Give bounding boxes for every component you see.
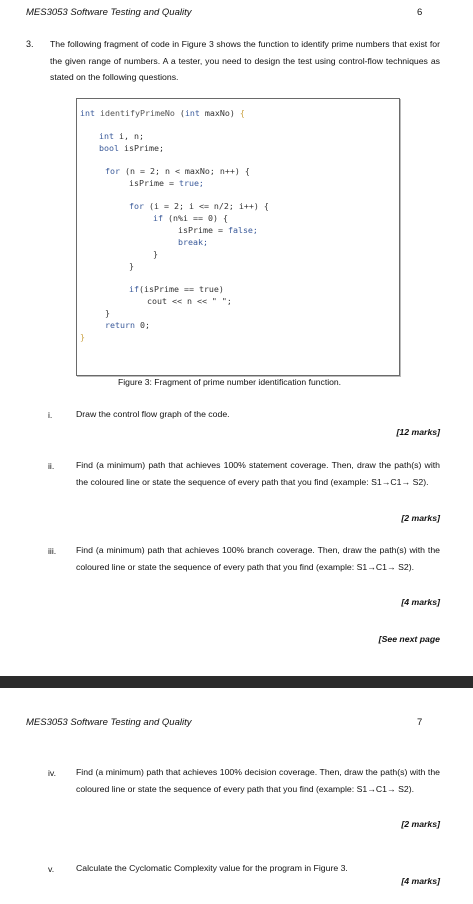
code-line-set-false: isPrime = false; [178, 225, 258, 235]
subquestion-number: v. [48, 864, 55, 874]
code-line-decl-bool: bool isPrime; [99, 143, 164, 153]
subquestion-text: Find (a minimum) path that achieves 100% decision coverage. Then, draw the path(s) with the coloured line or state the sequence of every path that you find (example: S1→C1→ S2). [76, 767, 440, 794]
page-header: MES3053 Software Testing and Quality [26, 717, 192, 728]
code-figure [76, 98, 400, 376]
marks-label: [12 marks] [396, 427, 440, 437]
subquestion-number: i. [48, 410, 53, 420]
code-line-break: break; [178, 237, 208, 247]
code-line-outer-for: for (n = 2; n < maxNo; n++) { [105, 166, 250, 176]
marks-label: [4 marks] [401, 876, 440, 886]
code-line-inner-for: for (i = 2; i <= n/2; i++) { [129, 201, 269, 211]
page-separator [0, 676, 473, 688]
code-line-close-if: } [153, 249, 158, 259]
code-line-close-inner-for: } [129, 261, 134, 271]
figure-caption: Figure 3: Fragment of prime number identification function. [118, 377, 342, 387]
code-line-close-outer-for: } [105, 308, 110, 318]
see-next-page-note: [See next page [378, 634, 440, 644]
question-number: 3. [26, 39, 34, 49]
marks-label: [2 marks] [401, 819, 440, 829]
code-line-set-true: isPrime = true; [129, 178, 204, 188]
marks-label: [2 marks] [401, 513, 440, 523]
subquestion-text: Find (a minimum) path that achieves 100% statement coverage. Then, draw the path(s) with the coloured line or state the sequence of every path that you find (example: S1→C1→ S2). [76, 460, 440, 487]
code-line-return: return 0; [105, 320, 150, 330]
code-line-decl-int: int i, n; [99, 131, 144, 141]
code-line-if-mod: if (n%i == 0) { [153, 213, 228, 223]
marks-label: [4 marks] [401, 597, 440, 607]
code-line-close-function: } [80, 332, 85, 342]
code-line-if-prime: if(isPrime == true) [129, 284, 224, 294]
subquestion-number: ii. [48, 461, 55, 471]
question-text: The following fragment of code in Figure 3 shows the function to identify prime numbers that exist for the given range of numbers. A a tester, you need to design the test using control-flow techniques as stated on the following questions. [50, 39, 440, 82]
page-number: 6 [417, 7, 423, 18]
subquestion-number: iii. [48, 546, 57, 556]
subquestion-number: iv. [48, 768, 57, 778]
subquestion-text: Calculate the Cyclomatic Complexity value for the program in Figure 3. [76, 863, 348, 873]
code-line-signature: int identifyPrimeNo (int maxNo) { [80, 108, 245, 118]
code-line-cout: cout << n << " "; [147, 296, 232, 306]
exam-page-7 [0, 688, 473, 904]
subquestion-text: Find (a minimum) path that achieves 100% branch coverage. Then, draw the path(s) with the coloured line or state the sequence of every path that you find (example: S1→C1→ S2). [76, 545, 440, 572]
page-number: 7 [417, 717, 423, 728]
page-header: MES3053 Software Testing and Quality [26, 7, 192, 18]
subquestion-text: Draw the control flow graph of the code. [76, 409, 230, 419]
